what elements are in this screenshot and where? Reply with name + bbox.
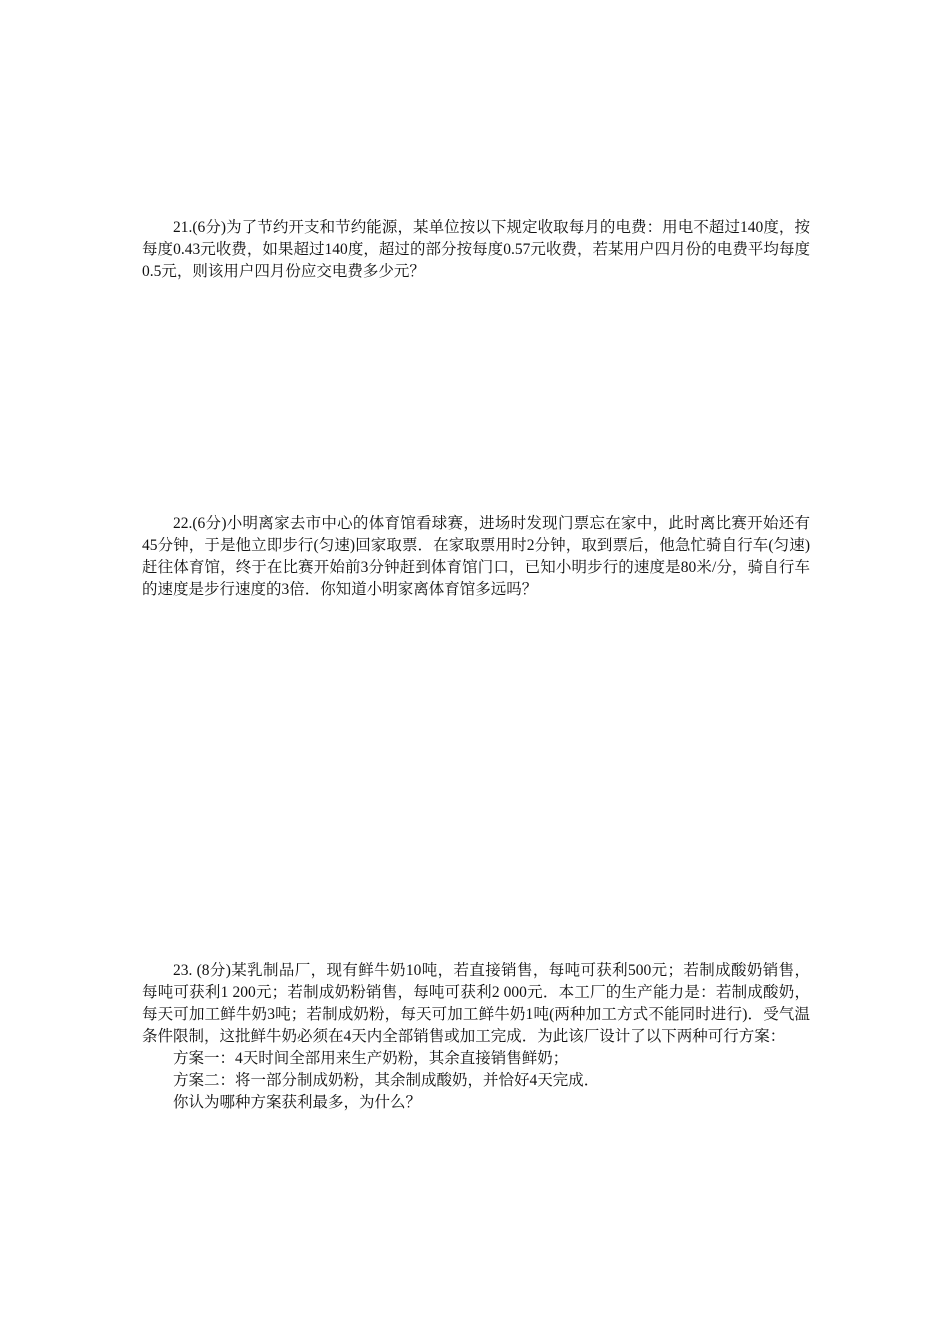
question-23-ask: 你认为哪种方案获利最多，为什么？ <box>173 1094 422 1111</box>
question-23-plan-1: 方案一：4天时间全部用来生产奶粉，其余直接销售鲜奶； <box>173 1050 569 1067</box>
question-23-text: 23. (8分)某乳制品厂，现有鲜牛奶10吨，若直接销售，每吨可获利500元；若制成酸奶销售，每吨可获利1 200元；若制成奶粉销售，每吨可获利2 000元．本工厂的生产能力是：若制成酸奶，每天可加工鲜牛奶3吨；若制成奶粉，每天可加工鲜牛奶1吨(两种加工方式不能同时进行)．受气温条件限制，这批鲜牛奶必须在4天内全部销售或加工完成．为此该厂设计了以下两种可行方案： <box>142 962 810 1045</box>
question-23 <box>142 960 810 1114</box>
question-23-plan-2: 方案二：将一部分制成奶粉，其余制成酸奶，并恰好4天完成． <box>173 1072 600 1089</box>
question-21-text: 21.(6分)为了节约开支和节约能源，某单位按以下规定收取每月的电费：用电不超过140度，按每度0.43元收费，如果超过140度，超过的部分按每度0.57元收费，若某用户四月份的电费平均每度0.5元，则该用户四月份应交电费多少元？ <box>142 219 810 280</box>
question-22-text: 22.(6分)小明离家去市中心的体育馆看球赛，进场时发现门票忘在家中，此时离比赛开始还有45分钟，于是他立即步行(匀速)回家取票．在家取票用时2分钟，取到票后，他急忙骑自行车(匀速)赶往体育馆，终于在比赛开始前3分钟赶到体育馆门口，已知小明步行的速度是80米/分，骑自行车的速度是步行速度的3倍．你知道小明家离体育馆多远吗？ <box>142 515 810 598</box>
question-22 <box>142 513 810 601</box>
question-21 <box>142 217 810 283</box>
